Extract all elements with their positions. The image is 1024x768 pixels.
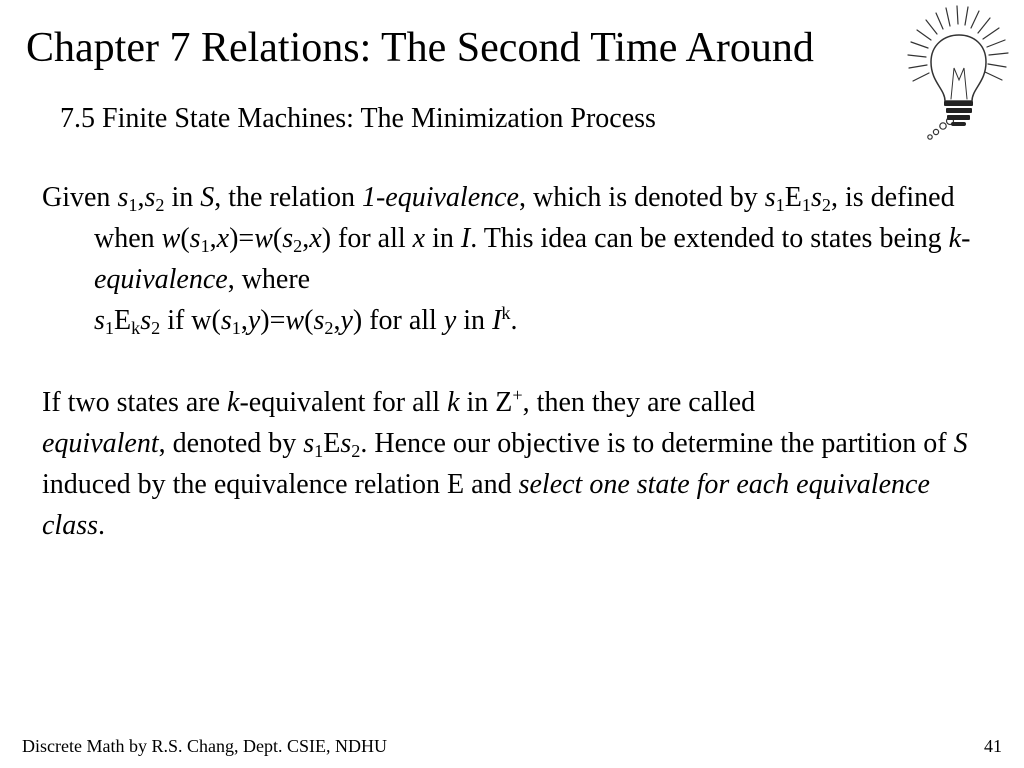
lightbulb-icon [898, 2, 1020, 144]
definition-paragraph: Given $s_1,s_2$ in S, the relation 1-equivalence, which is denoted by $s_1E_1s_2$, is defined when $w(s_1,x)=w(s_2,x)$ for all x in I. This idea can be extended to states being k-equivalence, where $s_1E_ks_2$ if $w(s_1,y)=w(s_2,y)$ for all y in $I^k$. [42, 182, 971, 339]
term-k-equivalence: k-equivalence [94, 223, 971, 295]
objective-emphasis: select one state for each equivalence class [42, 469, 930, 541]
footer-credit: Discrete Math by R.S. Chang, Dept. CSIE, NDHU [22, 736, 387, 756]
section-subtitle: 7.5 Finite State Machines: The Minimization Process [60, 103, 656, 134]
slide-title: Chapter 7 Relations: The Second Time Around [26, 25, 814, 71]
page-number: 41 [984, 736, 1002, 756]
term-1-equivalence: 1-equivalence [361, 182, 519, 213]
equivalence-paragraph: If two states are k-equivalent for all k in Z+, then they are called equivalent, denoted by $s_1Es_2$. Hence our objective is to determine the partition of S induced by the equivalence relation E and select one state for each equivalence class. [42, 385, 968, 541]
slide-body [42, 177, 982, 546]
term-equivalent: equivalent [42, 428, 159, 459]
